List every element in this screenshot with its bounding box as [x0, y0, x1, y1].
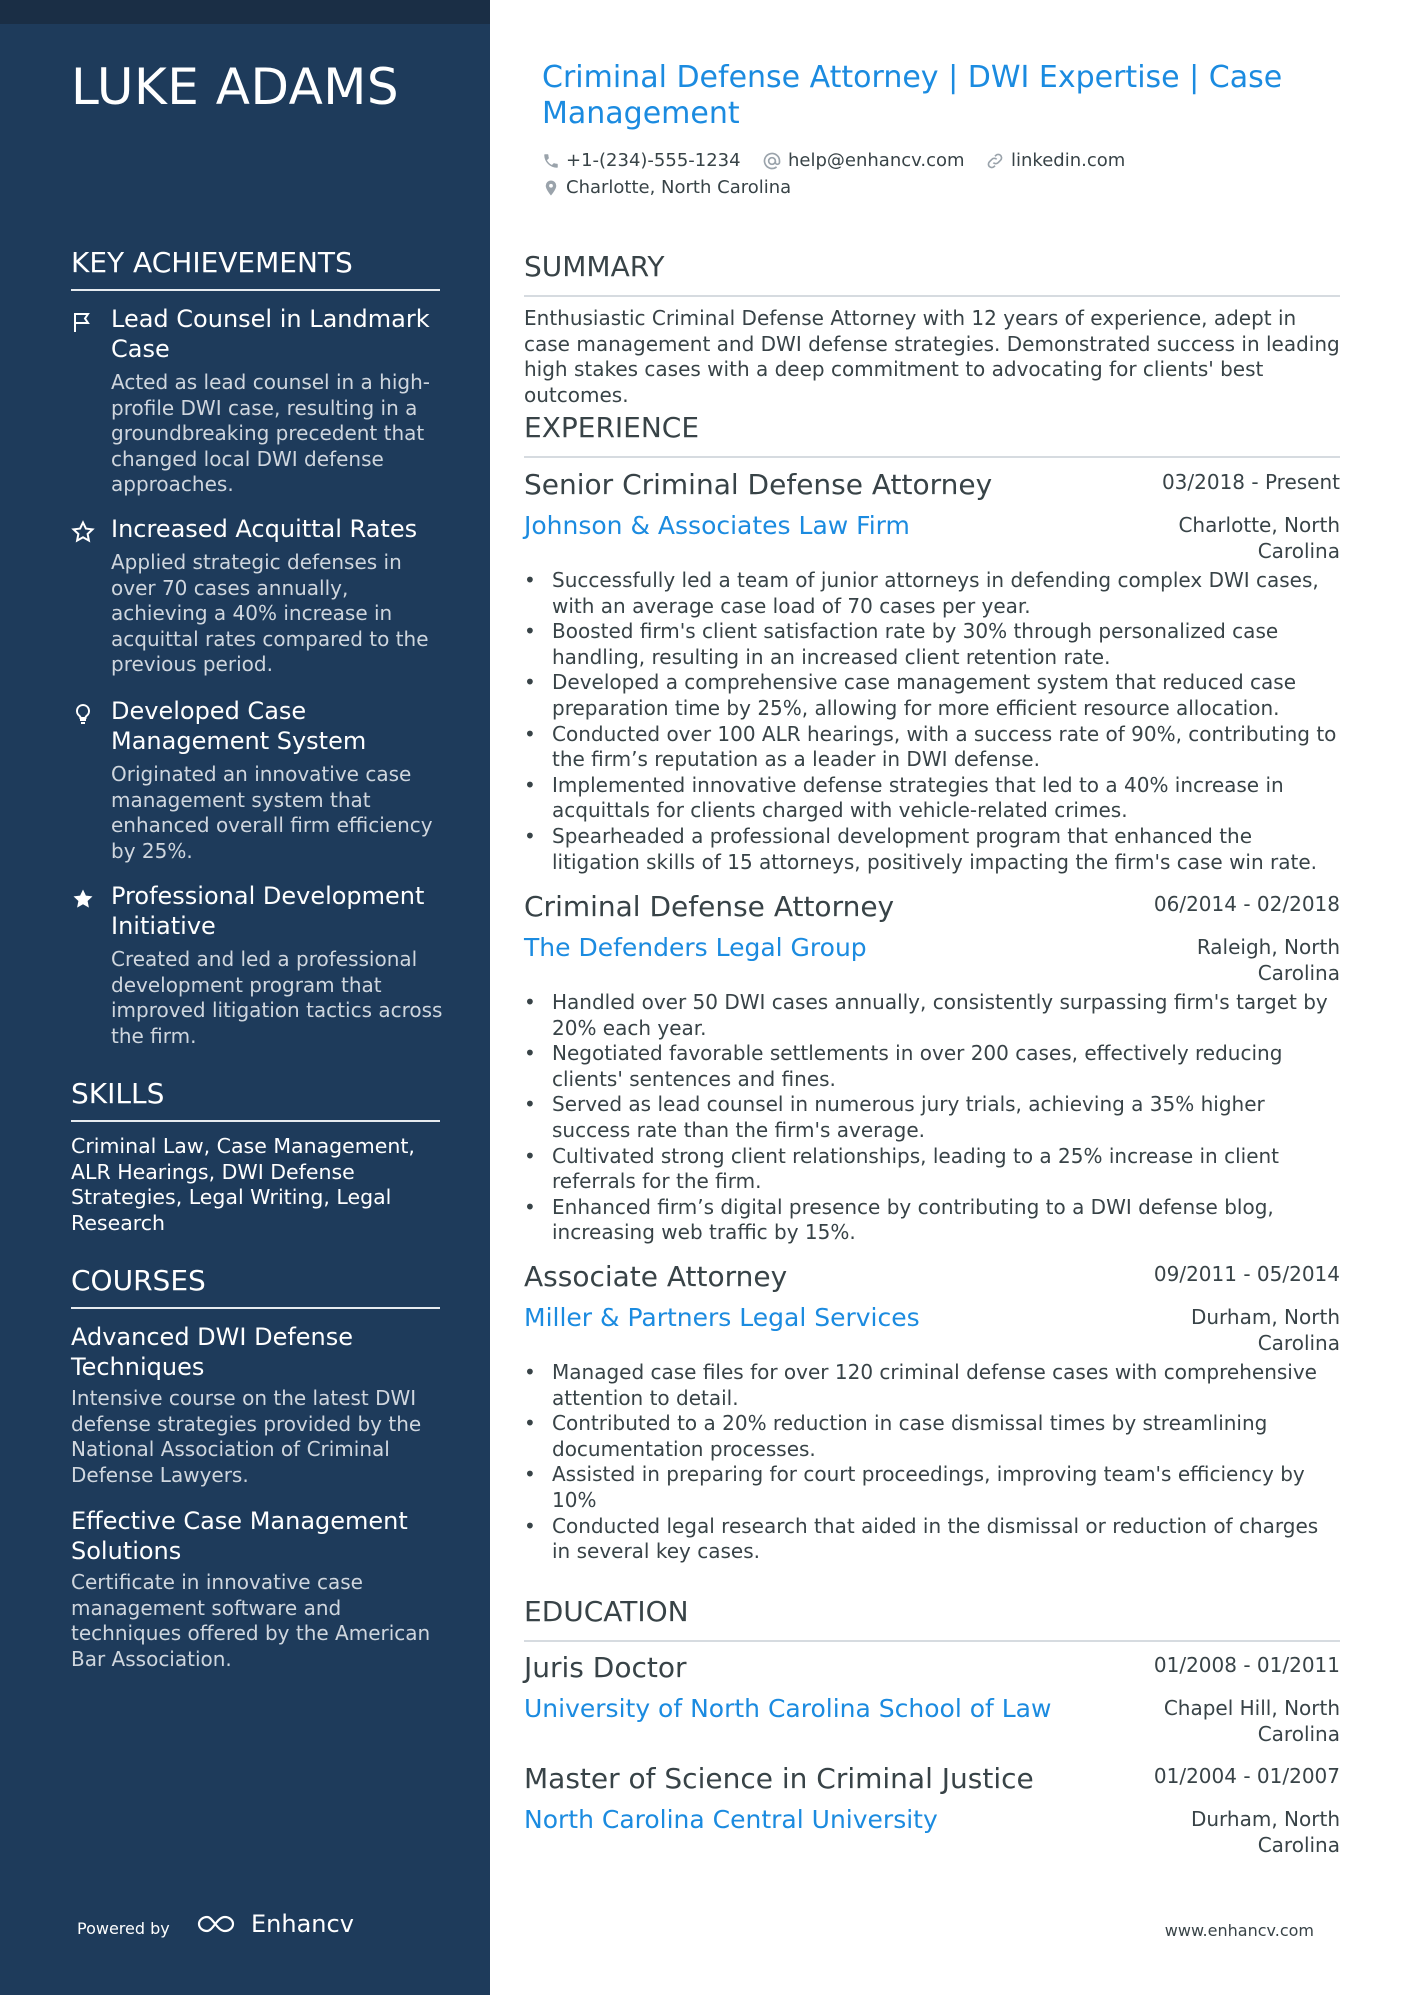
- at-icon: [762, 151, 782, 171]
- achievement-title: Increased Acquittal Rates: [111, 515, 418, 543]
- achievement-desc: Applied strategic defenses in over 70 cases annually, achieving a 40% increase in acquittal rates compared to the previous period.: [111, 550, 429, 677]
- education-heading: EDUCATION: [524, 1595, 1340, 1642]
- course-desc: Intensive course on the latest DWI defense strategies provided by the National Association of Criminal Defense Lawyers.: [71, 1386, 422, 1487]
- powered-by-label: Powered by: [77, 1919, 170, 1938]
- achievement-title: Professional Development Initiative: [111, 882, 425, 940]
- phone-icon: [542, 152, 560, 170]
- star-filled-icon: [71, 887, 95, 911]
- contact-email[interactable]: [762, 150, 965, 171]
- company-name: Johnson & Associates Law Firm: [524, 511, 910, 540]
- company-name: Miller & Partners Legal Services: [524, 1303, 920, 1332]
- list-item: • Conducted legal research that aided in the dismissal or reduction of charges in several key cases.: [524, 1514, 1340, 1565]
- degree-title: Master of Science in Criminal Justice: [524, 1762, 1034, 1795]
- list-item: • Contributed to a 20% reduction in case dismissal times by streamlining documentation processes.: [524, 1411, 1340, 1462]
- courses-heading: COURSES: [71, 1264, 440, 1309]
- course-item: [71, 1322, 451, 1488]
- school-name: University of North Carolina School of Law: [524, 1694, 1052, 1723]
- school-name: North Carolina Central University: [524, 1805, 938, 1834]
- course-item: [71, 1506, 451, 1672]
- flag-icon: [71, 310, 95, 334]
- job-title: Criminal Defense Attorney: [524, 890, 895, 923]
- contact-location: [542, 177, 791, 198]
- contact-link[interactable]: [985, 150, 1125, 171]
- email-text: help@enhancv.com: [788, 150, 965, 171]
- enhancv-logo[interactable]: [195, 1910, 354, 1938]
- list-item: • Negotiated favorable settlements in over 200 cases, effectively reducing clients' sentences and fines.: [524, 1041, 1340, 1092]
- link-icon: [985, 151, 1005, 171]
- job-location: Charlotte, North Carolina: [1178, 513, 1340, 563]
- job-bullets: [524, 990, 1340, 1246]
- course-title: Advanced DWI Defense Techniques: [71, 1323, 354, 1381]
- phone-text: +1-(234)-555-1234: [566, 150, 741, 171]
- list-item: • Handled over 50 DWI cases annually, consistently surpassing firm's target by 20% each year.: [524, 990, 1340, 1041]
- achievement-desc: Created and led a professional development program that improved litigation tactics across the firm.: [111, 947, 443, 1048]
- list-item: • Served as lead counsel in numerous jury trials, achieving a 35% higher success rate than the firm's average.: [524, 1092, 1340, 1143]
- sidebar-top-strip: [0, 0, 490, 24]
- company-name: The Defenders Legal Group: [524, 933, 867, 962]
- job-location: Durham, North Carolina: [1190, 1305, 1340, 1355]
- footer-url[interactable]: www.enhancv.com: [1164, 1921, 1314, 1940]
- job-bullets: [524, 568, 1340, 875]
- education-dates: 01/2008 - 01/2011: [1153, 1653, 1340, 1677]
- achievement-desc: Acted as lead counsel in a high-profile DWI case, resulting in a groundbreaking precedent that changed local DWI defense approaches.: [111, 370, 430, 497]
- skills-heading: SKILLS: [71, 1077, 440, 1122]
- experience-heading: EXPERIENCE: [524, 411, 1340, 458]
- star-outline-icon: [71, 520, 95, 544]
- achievement-item: [71, 881, 451, 1049]
- job-dates: 09/2011 - 05/2014: [1153, 1262, 1340, 1286]
- course-desc: Certificate in innovative case management software and techniques offered by the American Bar Association.: [71, 1570, 431, 1671]
- school-location: Chapel Hill, North Carolina: [1163, 1696, 1340, 1746]
- job-title: Associate Attorney: [524, 1260, 788, 1293]
- achievement-title: Developed Case Management System: [111, 697, 367, 755]
- lightbulb-icon: [71, 702, 95, 726]
- list-item: • Managed case files for over 120 criminal defense cases with comprehensive attention to detail.: [524, 1360, 1340, 1411]
- brand-name: Enhancv: [251, 1910, 354, 1938]
- degree-title: Juris Doctor: [524, 1651, 687, 1684]
- achievement-desc: Originated an innovative case management system that enhanced overall firm efficiency by 25%.: [111, 762, 433, 863]
- achievement-title: Lead Counsel in Landmark Case: [111, 305, 430, 363]
- achievement-item: [71, 696, 451, 864]
- list-item: • Boosted firm's client satisfaction rate by 30% through personalized case handling, resulting in an increased client retention rate.: [524, 619, 1340, 670]
- key-achievements-heading: KEY ACHIEVEMENTS: [71, 246, 440, 291]
- location-pin-icon: [542, 178, 560, 198]
- education-dates: 01/2004 - 01/2007: [1153, 1764, 1340, 1788]
- headline: Criminal Defense Attorney | DWI Expertise | Case Management: [542, 60, 1283, 131]
- job-dates: 03/2018 - Present: [1161, 470, 1340, 494]
- list-item: • Assisted in preparing for court proceedings, improving team's efficiency by 10%: [524, 1462, 1340, 1513]
- job-title: Senior Criminal Defense Attorney: [524, 468, 993, 501]
- infinity-logo-icon: [195, 1912, 241, 1936]
- job-bullets: [524, 1360, 1340, 1565]
- contact-phone[interactable]: [542, 150, 741, 171]
- job-dates: 06/2014 - 02/2018: [1153, 892, 1340, 916]
- list-item: • Cultivated strong client relationships, leading to a 25% increase in client referrals for the firm.: [524, 1144, 1340, 1195]
- summary-heading: SUMMARY: [524, 250, 1340, 297]
- location-text: Charlotte, North Carolina: [566, 177, 792, 198]
- list-item: • Developed a comprehensive case management system that reduced case preparation time by 25%, allowing for more efficient resource allocation.: [524, 670, 1340, 721]
- school-location: Durham, North Carolina: [1190, 1807, 1340, 1857]
- list-item: • Enhanced firm’s digital presence by contributing to a DWI defense blog, increasing web traffic by 15%.: [524, 1195, 1340, 1246]
- list-item: • Conducted over 100 ALR hearings, with a success rate of 90%, contributing to the firm’s reputation as a leader in DWI defense.: [524, 722, 1340, 773]
- list-item: • Successfully led a team of junior attorneys in defending complex DWI cases, with an average case load of 70 cases per year.: [524, 568, 1340, 619]
- achievement-item: [71, 514, 451, 678]
- achievement-item: [71, 304, 451, 498]
- link-text: linkedin.com: [1011, 150, 1126, 171]
- summary-text: Enthusiastic Criminal Defense Attorney with 12 years of experience, adept in case management and DWI defense strategies. Demonstrated success in leading high stakes cases with a deep commitment to advocating for clients' best outcomes.: [524, 306, 1340, 407]
- skills-list: Criminal Law, Case Management, ALR Hearings, DWI Defense Strategies, Legal Writing, Legal Research: [71, 1134, 415, 1235]
- course-title: Effective Case Management Solutions: [71, 1507, 408, 1565]
- list-item: • Spearheaded a professional development program that enhanced the litigation skills of 15 attorneys, positively impacting the firm's case win rate.: [524, 824, 1340, 875]
- job-location: Raleigh, North Carolina: [1196, 935, 1340, 985]
- list-item: • Implemented innovative defense strategies that led to a 40% increase in acquittals for clients charged with vehicle-related crimes.: [524, 773, 1340, 824]
- candidate-name: LUKE ADAMS: [71, 58, 400, 116]
